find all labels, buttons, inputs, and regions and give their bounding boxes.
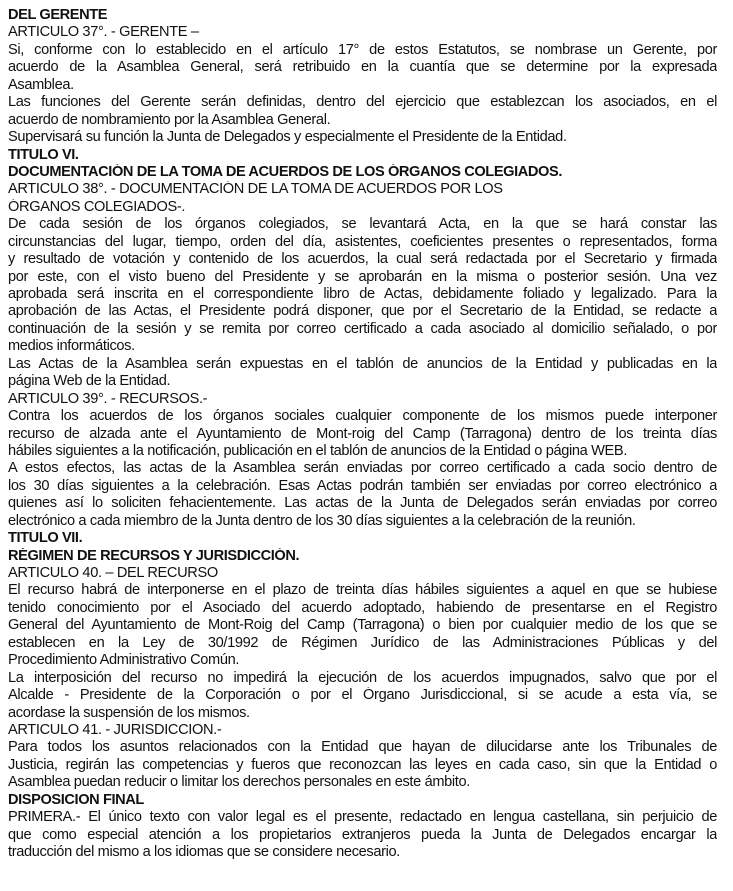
paragraph-actas-publicacion	[8, 356, 717, 391]
text-line: De cada sesión de los órganos colegiados, se levantará Acta, en la que se hará constar las	[8, 216, 717, 233]
text-line: continuación de la sesión y se remita por correo certificado a cada asociado al domicilio señalado, o por	[8, 320, 717, 337]
titulo-vi-subheading: DOCUMENTACIÓN DE LA TOMA DE ACUERDOS DE LOS ÓRGANOS COLEGIADOS.	[8, 163, 562, 180]
text-line: A estos efectos, las actas de la Asamblea serán enviadas por correo certificado a cada socio dentro de	[8, 460, 717, 477]
paragraph-plazo-recurso	[8, 582, 717, 669]
text-line: acuerdo de nombramiento por la Asamblea General.	[8, 111, 331, 128]
text-line: recurso de alzada ante el Ayuntamiento de Mont-roig del Camp (Tarragona) dentro de los treinta días	[8, 425, 717, 442]
text-line: que como especial atención a los propietarios extranjeros pueda la Junta de Delegados encargar la	[8, 826, 717, 843]
text-line: tenido conocimiento por el Asociado del acuerdo adoptado, habiendo de presentarse en el Registro	[8, 599, 717, 616]
titulo-vi-heading: TITULO VI.	[8, 146, 79, 163]
text-line: Supervisará su función la Junta de Delegados y especialmente el Presidente de la Entidad.	[8, 129, 567, 146]
article-37-title: ARTICULO 37°. - GERENTE –	[8, 24, 199, 41]
article-39-title: ARTICULO 39°. - RECURSOS.-	[8, 390, 208, 407]
text-line: aprobación de las Actas, el Presidente podrá disponer, que por el Secretario de la Entidad, se redacte a	[8, 303, 717, 320]
text-line: los 30 días siguientes a la celebración. Esas Actas podrán también ser enviadas por correo electrónico a	[8, 477, 717, 494]
paragraph-interposicion	[8, 670, 717, 722]
paragraph-gerente-funciones	[8, 94, 717, 129]
paragraph-gerente-supervision	[8, 129, 717, 146]
section-heading-del-gerente: DEL GERENTE	[8, 7, 108, 23]
text-line: Contra los acuerdos de los órganos sociales cualquier componente de los mismos puede interponer	[8, 408, 717, 425]
text-line: Procedimiento Administrativo Común.	[8, 652, 240, 669]
article-41-title: ARTICULO 41. - JURISDICCION.-	[8, 721, 222, 738]
text-line: acuerdo de la Asamblea General, será retribuido en la cuantía que se determine por la expresada	[8, 59, 717, 76]
paragraph-envio-actas	[8, 460, 717, 530]
text-line: aprobada será inscrita en el correspondiente libro de Actas, debidamente foliado y legalizado. Para la	[8, 286, 717, 302]
titulo-vii-heading: TITULO VII.	[8, 530, 83, 547]
text-line: por este, con el visto bueno del Presidente y se aprobarán en la misma o posterior sesión. Una vez	[8, 268, 717, 285]
text-line: Asamblea.	[8, 76, 74, 93]
text-line: establecen en la Ley de 30/1992 de Régimen Jurídico de las Administraciones Públicas y del	[8, 634, 717, 651]
text-line: Las Actas de la Asamblea serán expuestas en el tablón de anuncios de la Entidad y publicadas en la	[8, 355, 717, 372]
paragraph-jurisdiccion	[8, 739, 717, 791]
text-line: electrónico a cada miembro de la Junta dentro de los 30 días siguientes a la celebración de la reunión.	[8, 512, 636, 529]
paragraph-actas-sesion	[8, 216, 717, 356]
text-line: hábiles siguientes a la notificación, publicación en el tablón de anuncios de la Entidad o página WEB.	[8, 442, 628, 459]
text-line: medios informáticos.	[8, 338, 135, 355]
text-line: Alcalde - Presidente de la Corporación o por el Órgano Jurisdiccional, si se acude a esta vía, se	[8, 687, 717, 704]
text-line: y resultado de votación y contenido de los acuerdos, la cual será redactada por el Secretario y firmada	[8, 251, 717, 268]
article-38-title	[8, 181, 717, 216]
text-line: Para todos los asuntos relacionados con la Entidad que hayan de dilucidarse ante los Tribunales de	[8, 739, 717, 756]
text-line: ARTICULO 38°. - DOCUMENTACIÓN DE LA TOMA DE ACUERDOS POR LOS	[8, 181, 503, 198]
text-line: PRIMERA.- El único texto con valor legal es el presente, redactado en lengua castellana, sin perjuicio de	[8, 809, 717, 826]
text-line: General del Ayuntamiento de Mont-Roig del Camp (Tarragona) o bien por cualquier medio de los que se	[8, 617, 717, 634]
text-line: El recurso habrá de interponerse en el plazo de treinta días hábiles siguientes a aquel en que se hubiese	[8, 582, 717, 599]
text-line: Si, conforme con lo establecido en el artículo 17° de estos Estatutos, se nombrase un Gerente, por	[8, 41, 717, 58]
text-line: quienes así lo soliciten fehacientemente. Las actas de la Junta de Delegados serán enviadas por correo	[8, 495, 717, 512]
article-40-title: ARTICULO 40. – DEL RECURSO	[8, 565, 218, 581]
text-line: Las funciones del Gerente serán definidas, dentro del ejercicio que establezcan los asociados, en el	[8, 94, 717, 111]
text-line: traducción del mismo a los idiomas que se considere necesario.	[8, 844, 400, 860]
paragraph-gerente-retribucion	[8, 42, 717, 94]
titulo-vii-subheading: RÉGIMEN DE RECURSOS Y JURISDICCIÓN.	[8, 547, 300, 564]
text-line: Justicia, regirán las competencias y fueros que reconozcan las leyes en cada caso, sin que la Entidad o	[8, 756, 717, 773]
text-line: página Web de la Entidad.	[8, 373, 171, 390]
text-line: acordase la suspensión de los mismos.	[8, 704, 250, 721]
paragraph-primera	[8, 809, 717, 861]
document-page	[8, 7, 717, 861]
disposicion-final-heading: DISPOSICION FINAL	[8, 791, 144, 808]
text-line: Asamblea puedan reducir o limitar los derechos personales en este ámbito.	[8, 774, 470, 791]
text-line: La interposición del recurso no impedirá la ejecución de los acuerdos impugnados, salvo que por el	[8, 669, 717, 686]
text-line: circunstancias del lugar, tiempo, orden del día, asistentes, coeficientes presentes o representados, forma	[8, 233, 717, 250]
text-line: ÓRGANOS COLEGIADOS-.	[8, 198, 186, 215]
paragraph-recursos	[8, 408, 717, 460]
